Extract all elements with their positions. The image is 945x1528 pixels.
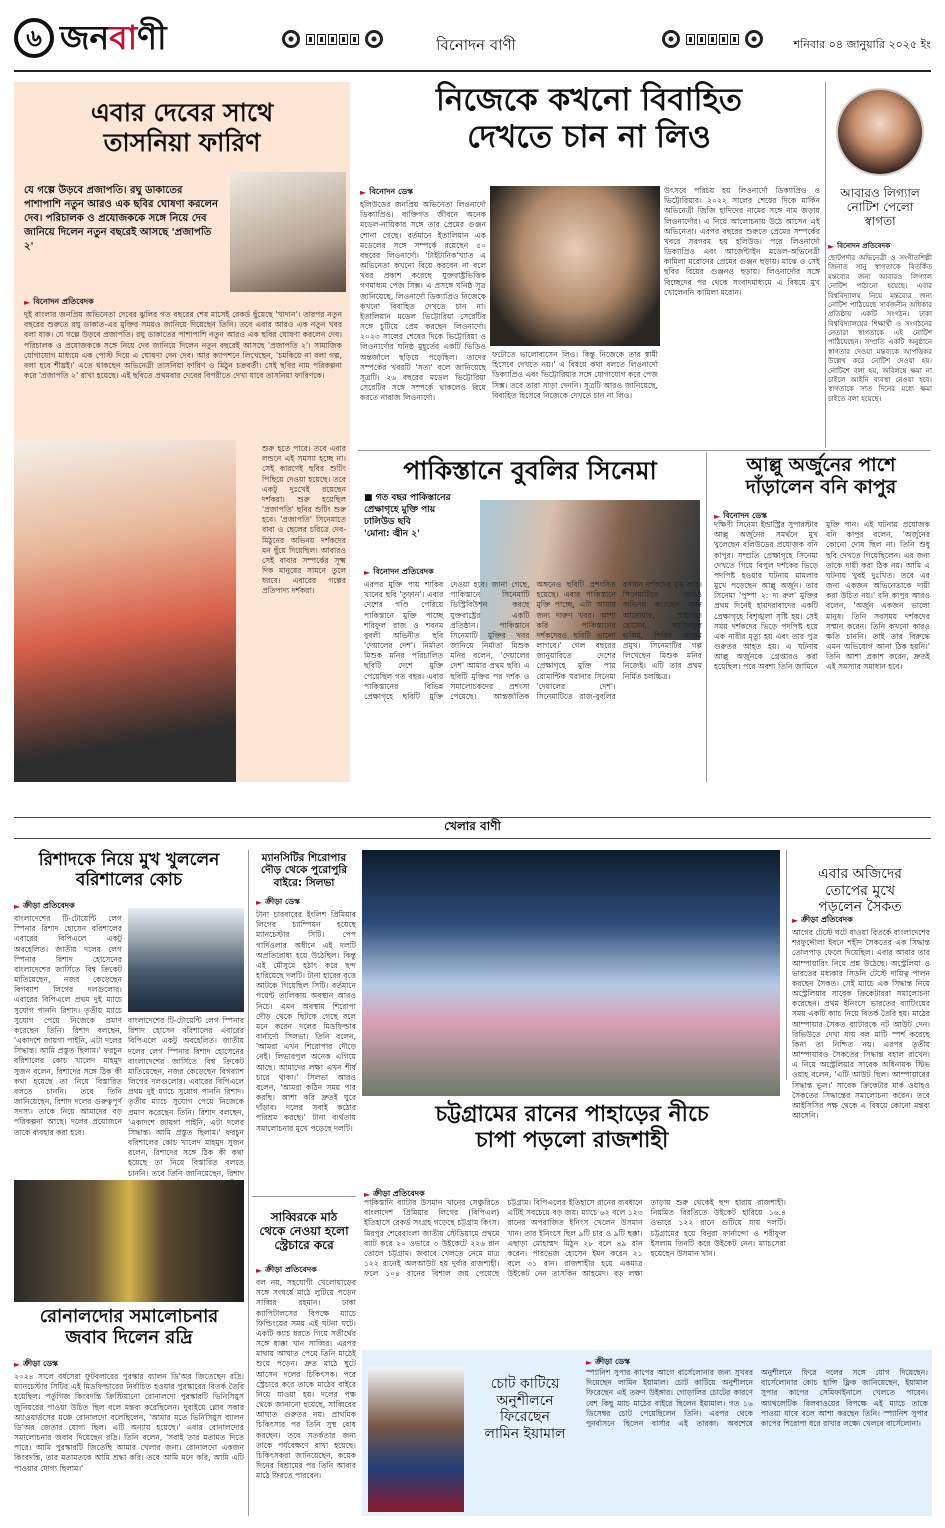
- issue-date: শনিবার ০৪ জানুয়ারি ২০২৫ ইং: [793, 38, 931, 51]
- logo-text-1: জন: [60, 18, 110, 57]
- swagata-byline: ► বিনোদন প্রতিবেদক: [828, 241, 891, 251]
- bubly-headline: পাকিস্তানে বুবলির সিনেমা: [403, 456, 657, 485]
- yamal-headline: চোট কাটিয়ে অনুশীলনে ফিরেছেন লামিন ইয়ামাল: [484, 1376, 566, 1442]
- swagata-headline: আবারও লিগ্যাল নোটিশ পেলো স্বাগতা: [840, 186, 920, 229]
- ronaldo-body: ২০২৪ সালে বর্ষসেরা ফুটবলারের পুরস্কার ব্যালন ডি'অর জিতেছেন রদ্রি। ম্যানচেস্টার সিটির এই মিডফিল্ডারের নির্বাচিত হওয়ার পুরস্কারের বিতর্ক তৈরি হয়েছিল। পর্তুগিজ কিংবদন্তি ক্রিস্টিয়ানো রোনালদো পুরস্কারটি ভিনিসিয়ুস জুনিয়রের পাওয়া উচিত ছিল বলে মন্তব্য করেছিলেন। দুবাইয়ে গ্লোব সকার অ্যাওয়ার্ডসের মঞ্চে রোনালদো বলেছিলেন, 'আমার মতে ভিনিসিয়ুস ব্যালন ডি'অর জেতার যোগ্য ছিল। এটি অন্যায় হয়েছে।' এবার রোনালদোর সমালোচনার জবাব দিয়েছেন রদ্রি। তিনি বলেন, 'সবাই তার মতামত দিতে পারে। আমি পুরস্কারটি জিতেছি আমার খেলার জন্য। রোনালদো একজন কিংবদন্তি, তার মতামতকে আমি শ্রদ্ধা করি। তবে আমি মনে করি, আমি এটি পাওয়ার যোগ্য ছিলাম।': [14, 1372, 244, 1473]
- yamal-photo: [368, 1366, 464, 1512]
- yamal-byline: ► ক্রীড়া ডেস্ক: [586, 1357, 630, 1367]
- logo-text-2: াণী: [137, 18, 167, 57]
- barishal-body-b: বাংলাদেশের টি-টোয়েন্টি লেগ স্পিনার রিশাদ হোসেন বরিশালের এবারের বিপিএলে একটু অবহেলিত। জাতীয় দলের লেগ স্পিনার রিশাদ হোসেনের বাংলাদেশের জার্সিতে বিশ্ব ক্রিকেট মাতিয়েছেন, নজর কেড়েছেন বিগব্যাশ লিগের দলগুলোর। এবারের বিপিএলে প্রথম দুই ম্যাচে সুযোগ পাননি রিশাদ। তৃতীয় ম্যাচে সুযোগ পেয়ে নিজেকে প্রমাণ করেছেন তিনি। রিশাদ বলছেন, 'একাদশে জায়গা পাইনি, এটা দলের সিদ্ধান্ত। আমি প্রস্তুত ছিলাম।' ফরচুন বরিশালের কোচ খালেদ মাহমুদ সুজন বলেন, রিশাদের সঙ্গে ঠিক কী কথা হয়েছে তা নিয়ে বিস্তারিত বলতে চাননি। তবে তিনি জানিয়েছেন, রিশাদ: [128, 1016, 244, 1178]
- film-strip-right: [662, 30, 763, 48]
- saikat-byline: ► ক্রীড়া প্রতিবেদক: [792, 915, 853, 925]
- tasnia-intro: যে গল্পে উড়বে প্রজাপতি। রঘু ডাকাতের পাশাপাশি নতুন আরও এক ছবির ঘোষণা করলেন দেব। পরিচালক ও প্রযোজককে সঙ্গে নিয়ে দেব জানিয়ে দিলেন নতুন বছরেই আসছে 'প্রজাপতি ২': [24, 185, 218, 252]
- logo: [14, 18, 167, 58]
- masthead: [14, 14, 931, 72]
- yamal-body: স্প্যানিশ সুপার কাপের আগে বার্সেলোনার জন্য সুখবর দিয়েছেন লামিন ইয়ামাল। চোট কাটিয়ে অনুশীলনে ফিরেছেন এই তরুণ উইঙ্গার। গোড়ালির চোটের কারণে বেশ কিছু ম্যাচ মাঠের বাইরে ছিলেন ইয়ামাল। গত ১৬ ডিসেম্বর চোট পেয়েছিলেন তিনি। এরপর থেকে পুনর্বাসনে ছিলেন বার্সার এই তারকা। অবশেষে অনুশীলনে ফিরে দলের সঙ্গে যোগ দিয়েছেন। বার্সেলোনার কোচ হান্সি ফ্লিক জানিয়েছেন, ইয়ামাল সুপার কাপের সেমিফাইনালে খেলতে পারেন। অ্যাথলেটিক বিলবাওয়ের বিপক্ষে এই ম্যাচে তাকে পাওয়া যাবে বলে আশা করছেন তিনি। স্প্যানিশ সুপার কাপের শিরোপা ধরে রাখার লক্ষ্যে খেলবে বার্সেলোনা।: [586, 1368, 928, 1428]
- ctg-byline: ► ক্রীড়া প্রতিবেদক: [364, 1189, 425, 1199]
- logo-text-accent: ব: [109, 18, 138, 57]
- leo-body-c: উৎসবে পরিচয় হয় লিওনার্দো ডিক্যাপ্রিও ও ভিট্টোরিয়ার। ২০২২ সালের শেষের দিকে মার্কিন অভিনেত্রী জিজি হাদিদের নামের সঙ্গে নাম জড়ায় লিওনার্দোর। এ নিয়ে আলোচনায় উঠে আসেন এই অভিনেতা। এরপর বছরের শুরুতে প্রেমের সম্পর্কের খবরে সরগরম হয় হলিউড। পরে লিওনার্দো ডিক্যাপ্রিও এবং আর্জেন্টাইন মডেল-অভিনেত্রী কামিলা মরোনের প্রেমের গুঞ্জন ছড়ায়। মাঝে ও সেই ছবির বিয়ের গুঞ্জনও ছড়ায়। লিওনার্দোর সঙ্গে বিচ্ছেদের পর থেকে সংবাদমাধ্যমে এ বিষয়ে মুখ খোলেননি কামিলা মরোন।: [664, 186, 820, 297]
- swagata-body: ছোটপর্দার অভিনেত্রী ও সংগীতশিল্পী জিনাত সানু স্বাগতাকে বিতর্কিত মন্তব্যের জন্য আবারও লিগ্যাল নোটিশ পাঠানো হয়েছে। এবার বিশ্ববিদ্যালয় নিয়ে মন্তব্যের জন্য নোটিশ পাঠিয়েছে সার্বজনীন অধিকার প্রতিষ্ঠায় একটি সংগঠন। ঢাকা বিশ্ববিদ্যালয়ের শিক্ষার্থী ও সংগঠনের নেতারা স্বাগতাকে এই নোটিশ পাঠিয়েছেন। সম্প্রতি একটি অনুষ্ঠানে স্বাগতার দেওয়া মন্তব্যকে আপত্তিকর উল্লেখ করে নোটিশ দেওয়া হয়। নোটিশে বলা হয়, অবিলম্বে ক্ষমা না চাইলে আইনি ব্যবস্থা নেওয়া হবে। স্বাগতাকে সাত দিনের মধ্যে ক্ষমা চাইতে বলা হয়েছে।: [828, 254, 932, 403]
- barishal-byline: ► ক্রীড়া প্রতিবেদক: [14, 901, 75, 911]
- leo-body-b: ফটোতে ভালোবাসেন লিও। কিন্তু নিজেকে তার স্বামী হিসেবে দেখতে নয়।' এ বিষয়ে কথা বলতে লিওনার্দো ডিক্যাপ্রিও এবং ভিট্টোরিয়ার সঙ্গে যোগাযোগ করে পেজ সিক্স। তবে তারা সাড়া দেননি। সূত্রটি আরও জানিয়েছে, বিবাহিত হিসেবে নিজেকে দেখতে চান না লিও।: [492, 350, 658, 400]
- ronaldo-byline: ► ক্রীড়া ডেস্ক: [14, 1359, 58, 1369]
- ctg-body: পাকিস্তানি ব্যাটার উসমান খানের সেঞ্চুরিতে বাংলাদেশ প্রিমিয়ার লিগের (বিপিএল) ইতিহাসে রেকর্ড সংগ্রহ গড়েছে চট্টগ্রাম কিংস। মিরপুর শেরেবাংলা জাতীয় স্টেডিয়ামে প্রথমে ব্যাট করে ২০ ওভারে ৩ উইকেটে ২২৬ রান তোলে চট্টগ্রাম। জবাবে খেলতে নেমে মাত্র ১২২ রানেই অলআউট হয় দুর্বার রাজশাহী। ফলে ১০৪ রানের বিশাল জয় পেয়েছে চট্টগ্রাম। বিপিএলের ইতিহাসে রানের ব্যবধানে এটিই সবচেয়ে বড় জয়। ম্যাচে ৬২ বলে ১২৩ রানের অপরাজিত ইনিংস খেলেন উসমান খান। তার ইনিংসে ছিল ৯টি চার ও ৯টি ছক্কা। এছাড়া মোহাম্মদ মিঠুন ২৮ বলে ৪৯ রান করেন। পারভেজ হোসেন ইমন করেন ২১ বলে ৩১ রান। রাজশাহীর হয়ে একমাত্র উইকেট নেন তাসকিন আহমেদ। বড় লক্ষ্য তাড়ায় শুরু থেকেই ছন্দ হারায় রাজশাহী। নিয়মিত বিরতিতে উইকেট হারিয়ে ১৬.৪ ওভারে ১২২ রানে গুটিয়ে যায় দলটি। চট্টগ্রামের হয়ে বিনুরা ফার্নান্দো ও শরীফুল ইসলাম তিনটি করে উইকেট নেন। ম্যাচসেরা হয়েছেন উসমান খান।: [364, 1198, 786, 1279]
- leo-body: হলিউডের জনপ্রিয় অভিনেতা লিওনার্দো ডিক্যাপ্রিও। ব্যক্তিগত জীবনে অনেক মডেল-নায়িকার সঙ্গে তার প্রেমের গুঞ্জন শোনা গেছে। বর্তমানে ইতালিয়ান এক মডেলের সঙ্গে সম্পর্কে রয়েছেন ৫০ বছরের লিওনার্দো। 'টাইটানিক'খ্যাত এ অভিনেতা কখনো বিয়ে করবেন না বলে খবর প্রকাশ করেছে যুক্তরাষ্ট্রভিত্তিক গণমাধ্যম পেজ সিক্স। এ প্রসঙ্গে ঘনিষ্ঠ সূত্র জানিয়েছে, লিওনার্দো ডিক্যাপ্রিও নিজেকে কখনো বিবাহিত দেখতে চান না। ইতালিয়ান মডেল ভিট্টোরিয়া সেরেটির সঙ্গে চুটিয়ে প্রেম করছেন লিওনার্দো। ২০২৩ সালের শেষের দিকে ভিট্টোরিয়া ও লিওনার্দোর ঘনিষ্ঠ মুহূর্তের একটি ভিডিও অন্তর্জালে ছড়িয়ে পড়েছিল। তাদের সম্পর্কের খবরটি 'সত্য' বলে জানিয়েছে সূত্রটি। ২৬ বছরের মডেল ভিট্টোরিয়া সেরেটির সঙ্গে সম্পর্কে থাকলেও বিয়ে করতে নারাজ লিওনার্দো।: [360, 200, 486, 403]
- film-strip-left: [282, 30, 383, 48]
- saikat-body: আগের টেস্টে ঘটে যাওয়া বিতর্কে বাংলাদেশের শরফুদ্দৌলা ইবনে শহীদ সৈকতের এক সিদ্ধান্ত তোলপাড় ফেলে দিয়েছিল। এবার আবার তার আম্পায়ারিং নিয়ে প্রশ্ন উঠেছে। অস্ট্রেলিয়া ও ভারতের মধ্যকার সিডনি টেস্টে দায়িত্ব পালন করছেন সৈকত। সেই ম্যাচে এক সিদ্ধান্ত নিয়ে অস্ট্রেলিয়ার সাবেক ক্রিকেটাররা সমালোচনা করেছেন। প্রথম ইনিংসে ভারতের ব্যাটিংয়ের সময় একটি ক্যাচ নিয়ে বিতর্ক তৈরি হয়। মাঠের আম্পায়ার সৈকত ব্যাটারকে নট আউট দেন। রিভিউতে দেখা যায় বল মাটি স্পর্শ করেছে কিনা তা নিশ্চিত নয়। এরপর তৃতীয় আম্পায়ারও সৈকতের সিদ্ধান্ত বহাল রাখেন। এ নিয়ে অস্ট্রেলিয়ার সাবেক অধিনায়ক স্টিভ ওয়াহ বলেন, 'এটি আউট ছিল। আম্পায়ারের সিদ্ধান্ত ভুল।' সাবেক ক্রিকেটার মার্ক ওয়াহও সৈকতের সিদ্ধান্তের সমালোচনা করেন। তবে আইসিসির পক্ষ থেকে এ বিষয়ে কোনো মন্তব্য আসেনি।: [792, 928, 930, 1121]
- city-byline: ► ক্রীড়া ডেস্ক: [256, 897, 300, 907]
- bubly-body: এরপর মুক্তি পায় শাকিব খানের ছবি 'তুফান'। এবার দেশের গণ্ডি পেরিয়ে পাকিস্তানে মুক্তি পাচ্ছে শরিফুল রাজ ও শবনম বুবলী অভিনীত ছবি 'দেয়ালের দেশ'। নির্মাতা মিশুক মনির পরিচালিত ছবিটি দেশে মুক্তি পেয়েছিল গত বছর। এবার পাকিস্তানের বিভিন্ন প্রেক্ষাগৃহে ছবিটি মুক্তি দেওয়া হবে। জানা গেছে, পাকিস্তানে সিনেমাটি ডিস্ট্রিবিউশন করছে যুক্তরাষ্ট্রের একটি প্রতিষ্ঠান। পাকিস্তানে সিনেমাটি মুক্তির খবর জানিয়ে নির্মাতা মিশুক মনির বলেন, 'দেয়ালের দেশ' আমার প্রথম ছবি। এ ছবিটি মুক্তির পর দর্শক ও সমালোচকদের প্রশংসা পেয়েছে। আন্তর্জাতিক অঙ্গনেও ছবিটি প্রশংসিত হয়েছে। এবার পাকিস্তানে মুক্তি পাচ্ছে, এটা আমার জন্য দারুণ খবর। আশা করি পাকিস্তানের দর্শকদেরও ছবিটি ভালো লাগবে।' গেল বছরের জানুয়ারিতে দেশের প্রেক্ষাগৃহে মুক্তি পায় রোমান্টিক ঘরানার সিনেমা 'দেয়ালের দেশ'। সিনেমাটিতে রাজ-বুবলির রসায়ন দর্শকদের মুগ্ধ করে। সিনেমাটিতে আরও অভিনয় করেছেন সুমন আনোয়ার, শাহাদাত হোসেন, আজিজুল হাকিম, শিরিন আলম প্রমুখ। সিনেমাটির গল্প লিখেছেন মিশুক মনির নিজেই। এটি তার প্রথম নির্মিত চলচ্চিত্র।: [364, 580, 702, 701]
- city-headline: ম্যানসিটির শিরোপার দৌড় থেকে পুরোপুরি বাইরে: সিলভা: [260, 852, 348, 889]
- sports-section-bar: [14, 817, 931, 839]
- leo-byline: ► বিনোদন ডেস্ক: [360, 187, 413, 197]
- ronaldo-headline: রোনালদোর সমালোচনার জবাব দিলেন রদ্রি: [39, 1306, 219, 1349]
- city-body: টানা চারবারের ইংলিশ প্রিমিয়ার লিগের চ্যাম্পিয়ন হয়েছে ম্যানচেস্টার সিটি। পেপ গার্দিওলার অধীনে এই দলটি অপ্রতিরোধ্য হয়ে উঠেছিল। কিন্তু এই মৌসুমে হঠাৎ করে ছন্দ হারিয়েছে দলটি। টানা হারের বৃত্তে আটকে গিয়েছিল সিটি। বর্তমানে পয়েন্ট তালিকায় অবস্থান আরও নিচে। এমন অবস্থায় শিরোপা দৌড় থেকে ছিটকে গেছে বলে মনে করেন দলের মিডফিল্ডার বার্নার্দো সিলভা। তিনি বলেন, 'আমরা এখন শিরোপার দৌড়ে নেই। লিভারপুল অনেক এগিয়ে আছে। আমাদের লক্ষ্য এখন শীর্ষ চারে থাকা।' সিলভা আরও বলেন, 'আমরা কঠিন সময় পার করছি। আশা করি দ্রুতই ঘুরে দাঁড়াব। দলের সবাই কঠোর পরিশ্রম করছে।' টানা ব্যর্থতায় সমালোচনার মুখে পড়েছে দলটি।: [256, 910, 356, 1133]
- barishal-body-a: বাংলাদেশের টি-টোয়েন্টি লেগ স্পিনার রিশাদ হোসেন বরিশালের এবারের বিপিএলে একটু অবহেলিত। জাতীয় দলের লেগ স্পিনার রিশাদ হোসেনের বাংলাদেশের জার্সিতে বিশ্ব ক্রিকেট মাতিয়েছেন, নজর কেড়েছেন বিগব্যাশ লিগের দলগুলোর। এবারের বিপিএলে প্রথম দুই ম্যাচে সুযোগ পাননি রিশাদ। তৃতীয় ম্যাচে সুযোগ পেয়ে নিজেকে প্রমাণ করেছেন তিনি। রিশাদ বলছেন, 'একাদশে জায়গা পাইনি, এটা দলের সিদ্ধান্ত। আমি প্রস্তুত ছিলাম।' ফরচুন বরিশালের কোচ খালেদ মাহমুদ সুজন বলেন, রিশাদের সঙ্গে ঠিক কী কথা হয়েছে তা নিয়ে বিস্তারিত বলতে চাননি। তবে তিনি জানিয়েছেন, রিশাদ দলের গুরুত্বপূর্ণ সদস্য। তাকে নিয়ে আমাদের বড় পরিকল্পনা আছে। দলের প্রয়োজনে তাকে ব্যবহার করা হবে।: [14, 914, 122, 1137]
- tasnia-headline: এবার দেবের সাথে তাসনিয়া ফারিণ: [90, 98, 274, 157]
- tasnia-body: দুই বাংলার জনপ্রিয় অভিনেতা দেবের ঝুলির গত বছরের শেষ মাসেই রেকর্ড ছুঁয়েছে 'খাদান'। তারপর নতুন বছরের শুরুতে রঘু ডাকাত-এর মুক্তির সময়ও জানিয়ে দিয়েছেন তিনি। তবে এবার আরও এক নতুন খবর বলা যাক। যে গল্পে উড়বে প্রজাপতি। রঘু ডাকাতের পাশাপাশি নতুন আরও এক ছবির ঘোষণা করলেন দেব। পরিচালক ও প্রযোজককে সঙ্গে নিয়ে দেব জানিয়ে দিলেন নতুন বছরেই আসছে 'প্রজাপতি ২'। সামাজিক যোগাযোগ মাধ্যমে এক পোস্ট দিয়ে এ ঘোষণা দেন দেব। আর ক্যাপশনে লিখেছেন, 'চমকিয়ে না বলা গল্প, বলা হবে শীঘ্রই।' এতে থাকছেন অভিনেত্রী তাসনিয়া ফারিণ ও মিঠুন চক্রবর্তী। সেই ছবির নাম পরিকল্পনা করে 'প্রজাপতি ২' রাখা হয়েছে। এই ছবিতে প্রথমবার দেবের বিপরীতে দেখা যাবে তাসনিয়া ফারিণকে।: [24, 310, 342, 381]
- logo-badge: ৬: [14, 18, 54, 58]
- dev-photo: [230, 172, 346, 292]
- ronaldo-rodri-photo: [14, 1180, 244, 1302]
- bubly-byline: ► বিনোদন প্রতিবেদক: [364, 567, 434, 577]
- leo-headline: নিজেকে কখনো বিবাহিত দেখতে চান না লিও: [435, 82, 743, 155]
- match-photo: [362, 850, 780, 1096]
- tasnia-byline: ► বিনোদন প্রতিবেদক: [24, 297, 94, 307]
- bubly-subheading: ■ গত বছর পাকিস্তানের প্রেক্ষাগৃহে মুক্তি পায় ঢালিউড ছবি 'মোনা: জ্বীন ২': [364, 493, 451, 540]
- saikat-headline: এবার অজিদের তোপের মুখে পড়লেন সৈকত: [818, 866, 902, 916]
- sports-section-title: খেলার বাণী: [434, 818, 511, 838]
- shakib-byline: ► ক্রীড়া প্রতিবেদক: [256, 1265, 317, 1275]
- shakib-headline: সাব্বিরকে মাঠ থেকে নেওয়া হলো স্ট্রেচারে করে: [259, 1210, 349, 1253]
- tasnia-photo: [14, 440, 236, 782]
- rishad-photo: [128, 908, 244, 1012]
- boney-headline: আল্লু অর্জুনের পাশে দাঁড়ালেন বনি কাপুর: [745, 454, 897, 499]
- swagata-photo: [836, 88, 924, 176]
- ctg-headline: চট্টগ্রামের রানের পাহাড়ের নীচে চাপা পড়লো রাজশাহী: [435, 1102, 709, 1153]
- shakib-body: বল নয়, সহযোগী খেলোয়াড়ের সঙ্গে সংঘর্ষে মাঠে লুটিয়ে পড়েন সাব্বির রহমান। ঢাকা ক্যাপিটালসের বিপক্ষে ম্যাচে ফিল্ডিংয়ের সময় এই ঘটনা ঘটে। একটি ক্যাচ ধরতে গিয়ে সতীর্থের সঙ্গে ধাক্কা খান সাব্বির। এরপর মাথায় আঘাত পেয়ে তিনি মাঠেই শুয়ে পড়েন। দ্রুত মাঠে ছুটে আসেন দলের চিকিৎসক। পরে স্ট্রেচারে করে তাকে মাঠের বাইরে নিয়ে যাওয়া হয়। দলের পক্ষ থেকে জানানো হয়েছে, সাব্বিরের আঘাত গুরুতর নয়। প্রাথমিক চিকিৎসার পর তিনি সুস্থ বোধ করছেন। তবে সতর্কতার জন্য তাকে পর্যবেক্ষণে রাখা হয়েছে। চিকিৎসকরা জানিয়েছেন, কয়েক দিনের বিশ্রামের পর তিনি আবার মাঠে ফিরতে পারবেন।: [256, 1278, 356, 1481]
- barishal-headline: রিশাদকে নিয়ে মুখ খুললেন বরিশালের কোচ: [38, 850, 220, 891]
- tasnia-body-cont: শুরু হতে পারে। তবে এবার লন্ডনে এই সমস্যা হচ্ছে না। সেই কারণেই ছবির শুটিং পিছিয়ে দেওয়া হয়েছে। তবে একটু দুঃখেই রয়েছেন দর্শকরা। শুরু হয়েছিল 'প্রজাপতি' ছবির শুটিং শুরু হবে। 'প্রজাপতি' সিনেমাতে বাবা ও ছেলের চরিত্রে দেব-মিঠুনের অভিনয় দর্শকদের মন ছুঁয়ে দিয়েছিল। আবারও সেই বাবার সম্পর্কের সূক্ষ্ম দিক মানুষের সামনে তুলে ধরবে। এবারের গল্পের প্রতিপাদ্য দর্শকরা।: [262, 444, 346, 596]
- boney-body: দক্ষিণী সিনেমা ইন্ডাস্ট্রির সুপারস্টার আল্লু অর্জুনের সমর্থনে মুখ খুলেছেন বলিউডের প্রযোজক বনি কাপুর। সম্প্রতি প্রেক্ষাগৃহে সিনেমা দেখতে গিয়ে বিপুল দর্শকের ভিড়ে পদপিষ্ট হওয়ার ঘটনায় মামলার মুখে পড়েছেন আল্লু অর্জুন। তার সিনেমা 'পুষ্পা ২: দ্য রুল' মুক্তির প্রথম দিনেই হায়দরাবাদের একটি প্রেক্ষাগৃহে বিশৃঙ্খলা সৃষ্টি হয়। সেই সময় দর্শকদের ভিড়ে পদপিষ্ট হয়ে এক নারীর মৃত্যু হয় এবং তার পুত্র গুরুতর আহত হয়। এ ঘটনায় আল্লু অর্জুনকে গ্রেপ্তারও করা হয়েছিল। পরে অবশ্য তিনি জামিনে মুক্তি পান। এই ঘটনায় প্রযোজক বনি কাপুর বলেন, 'অর্জুনের কোনো দোষ ছিল না। তিনি শুধু ছবি দেখতে গিয়েছিলেন। এর জন্য তাকে দায়ী করা ঠিক নয়। আমি এ ঘটনায় খুবই দুঃখিত। তবে এর জন্য একজন অভিনেতাকে দায়ী করা উচিত নয়।' বনি কাপুর আরও বলেন, 'অর্জুন একজন ভালো মানুষ। তিনি সবসময় দর্শকদের সম্মান করেন। তিনি কখনো কারও ক্ষতি চাননি। তাই তার বিরুদ্ধে এমন অভিযোগ আনা ঠিক হয়নি।' তিনি আশা প্রকাশ করেন, দ্রুতই এই সমস্যার সমাধান হবে।: [714, 520, 930, 672]
- leo-photo: [490, 186, 660, 346]
- section-title: বিনোদন বাণী: [436, 36, 516, 54]
- boney-byline: ► বিনোদন ডেস্ক: [714, 511, 767, 521]
